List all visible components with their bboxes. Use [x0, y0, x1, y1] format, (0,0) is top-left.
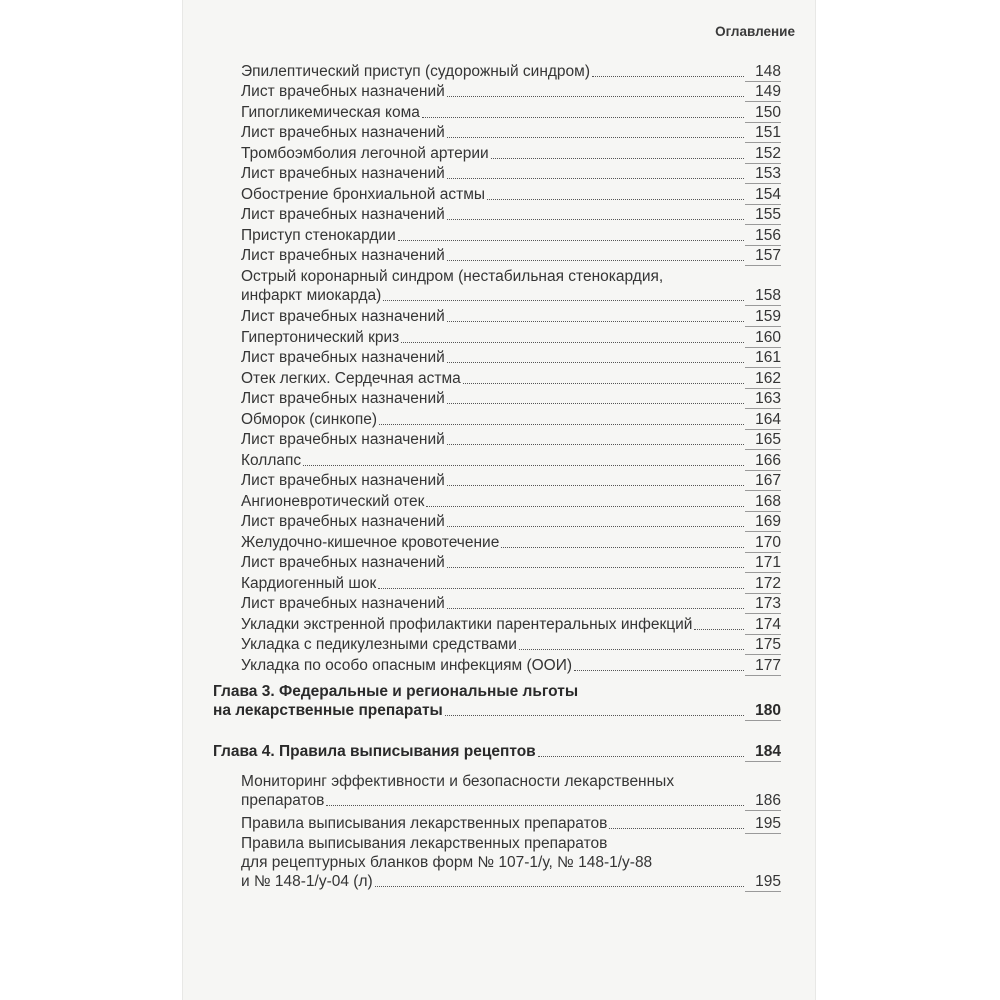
toc-page-number: 156: [755, 227, 781, 244]
dot-leader: [447, 567, 744, 568]
toc-page-number: 174: [755, 616, 781, 633]
toc-page-number: 169: [755, 513, 781, 530]
toc-chapter[interactable]: [213, 682, 781, 720]
toc-page-number: 150: [755, 104, 781, 121]
toc-entry-title-line: Правила выписывания лекарственных препаратов: [241, 815, 608, 832]
toc-page-number: 165: [755, 431, 781, 448]
toc-entry-title-line: Мониторинг эффективности и безопасности лекарственных: [241, 773, 675, 790]
dot-leader: [447, 137, 744, 138]
toc-entry[interactable]: [241, 369, 781, 388]
toc-entry-title-line: Лист врачебных назначений: [241, 513, 445, 530]
toc-entry[interactable]: [241, 348, 781, 367]
page-number-rule: [745, 761, 781, 762]
page-number-rule: [745, 224, 781, 225]
toc-entry[interactable]: [241, 615, 781, 634]
toc-entry-title-line: Лист врачебных назначений: [241, 554, 445, 571]
toc-page-number: 186: [755, 792, 781, 809]
toc-entry-title-line: Отек легких. Сердечная астма: [241, 370, 461, 387]
toc-entry-title-line: Лист врачебных назначений: [241, 390, 445, 407]
toc-entry-title-line: Гипертонический криз: [241, 329, 400, 346]
toc-entry-title-line: Лист врачебных назначений: [241, 124, 445, 141]
toc-entry-title-line: Лист врачебных назначений: [241, 247, 445, 264]
page-number-rule: [745, 305, 781, 306]
page-number-rule: [745, 490, 781, 491]
toc-entry-title-line: инфаркт миокарда): [241, 287, 382, 304]
toc-entry[interactable]: [241, 834, 781, 891]
toc-page-number: 152: [755, 145, 781, 162]
toc-entry[interactable]: [241, 772, 781, 810]
toc-entry[interactable]: [241, 267, 781, 305]
dot-leader: [426, 506, 744, 507]
dot-leader: [378, 588, 744, 589]
toc-page-number: 154: [755, 186, 781, 203]
dot-leader: [383, 300, 744, 301]
toc-entry[interactable]: [241, 656, 781, 675]
page-number-rule: [745, 101, 781, 102]
toc-entry-title-line: Гипогликемическая кома: [241, 104, 420, 121]
toc-entry-title-line: Эпилептический приступ (судорожный синдром): [241, 63, 590, 80]
toc-entry-title-line: Укладка по особо опасным инфекциям (ООИ): [241, 657, 573, 674]
toc-entry[interactable]: [241, 533, 781, 552]
toc-page-number: 173: [755, 595, 781, 612]
toc-entry[interactable]: [241, 410, 781, 429]
page-number-rule: [745, 531, 781, 532]
toc-entry-title-line: Желудочно-кишечное кровотечение: [241, 534, 500, 551]
toc-page-number: 164: [755, 411, 781, 428]
toc-entry-title-line: Глава 3. Федеральные и региональные льготы: [213, 683, 579, 700]
dot-leader: [447, 444, 744, 445]
toc-entry[interactable]: [241, 246, 781, 265]
toc-entry[interactable]: [241, 123, 781, 142]
toc-entry-title-line: Лист врачебных назначений: [241, 349, 445, 366]
dot-leader: [447, 403, 744, 404]
dot-leader: [491, 158, 744, 159]
toc-entry[interactable]: [241, 389, 781, 408]
dot-leader: [538, 756, 744, 757]
toc-entry-title-line: Коллапс: [241, 452, 302, 469]
toc-entry[interactable]: [241, 164, 781, 183]
dot-leader: [447, 526, 744, 527]
toc-page-number: 160: [755, 329, 781, 346]
dot-leader: [447, 260, 744, 261]
toc-entry-title-line: Лист врачебных назначений: [241, 472, 445, 489]
dot-leader: [447, 485, 744, 486]
dot-leader: [422, 117, 744, 118]
toc-entry-title-line: Укладки экстренной профилактики парентеральных инфекций: [241, 616, 693, 633]
page-number-rule: [745, 142, 781, 143]
dot-leader: [401, 342, 744, 343]
toc-entry[interactable]: [241, 82, 781, 101]
toc-page-number: 153: [755, 165, 781, 182]
toc-page-number: 158: [755, 287, 781, 304]
toc-entry-title-line: Обострение бронхиальной астмы: [241, 186, 486, 203]
toc-entry[interactable]: [241, 205, 781, 224]
dot-leader: [447, 178, 744, 179]
toc-page-number: 167: [755, 472, 781, 489]
toc-entry-title-line: Правила выписывания лекарственных препаратов: [241, 835, 608, 852]
toc-entry[interactable]: [241, 103, 781, 122]
toc-entry[interactable]: [241, 492, 781, 511]
page-number-rule: [745, 675, 781, 676]
toc-entry-title-line: Укладка с педикулезными средствами: [241, 636, 517, 653]
toc-page-number: 184: [755, 743, 781, 760]
dot-leader: [445, 715, 744, 716]
page-number-rule: [745, 654, 781, 655]
page-number-rule: [745, 891, 781, 892]
page-number-rule: [745, 326, 781, 327]
dot-leader: [447, 219, 744, 220]
page-number-rule: [745, 367, 781, 368]
toc-entry-title-line: Ангионевротический отек: [241, 493, 425, 510]
toc-entry-title-line: Глава 4. Правила выписывания рецептов: [213, 743, 536, 760]
dot-leader: [694, 629, 744, 630]
dot-leader: [303, 465, 744, 466]
toc-entry-title-line: на лекарственные препараты: [213, 702, 443, 719]
book-page: [183, 0, 815, 1000]
toc-page-number: 157: [755, 247, 781, 264]
page-number-rule: [745, 613, 781, 614]
toc-entry[interactable]: [241, 814, 781, 833]
toc-page-number: 170: [755, 534, 781, 551]
dot-leader: [463, 383, 744, 384]
toc-entry-title-line: Обморок (синкопе): [241, 411, 378, 428]
toc-entry-title-line: Приступ стенокардии: [241, 227, 396, 244]
toc-entry[interactable]: [241, 226, 781, 245]
toc-entry[interactable]: [241, 451, 781, 470]
toc-page-number: 171: [755, 554, 781, 571]
dot-leader: [375, 886, 744, 887]
page-number-rule: [745, 720, 781, 721]
dot-leader: [609, 828, 744, 829]
toc-entry[interactable]: [241, 594, 781, 613]
dot-leader: [592, 76, 744, 77]
toc-page-number: 168: [755, 493, 781, 510]
toc-entry-title-line: Лист врачебных назначений: [241, 308, 445, 325]
toc-entry-title-line: Лист врачебных назначений: [241, 431, 445, 448]
toc-entry[interactable]: [241, 635, 781, 654]
toc-entry[interactable]: [241, 471, 781, 490]
dot-leader: [447, 362, 744, 363]
toc-page-number: 180: [755, 702, 781, 719]
toc-entry[interactable]: [241, 307, 781, 326]
toc-entry-title-line: Лист врачебных назначений: [241, 165, 445, 182]
page-number-rule: [745, 408, 781, 409]
toc-entry[interactable]: [241, 185, 781, 204]
dot-leader: [379, 424, 744, 425]
dot-leader: [447, 321, 744, 322]
toc-page-number: 148: [755, 63, 781, 80]
dot-leader: [501, 547, 744, 548]
toc-entry-title-line: Тромбоэмболия легочной артерии: [241, 145, 489, 162]
toc-page-number: 163: [755, 390, 781, 407]
dot-leader: [398, 240, 744, 241]
toc-page-number: 161: [755, 349, 781, 366]
toc-page-number: 166: [755, 452, 781, 469]
page-number-rule: [745, 449, 781, 450]
toc-page-number: 175: [755, 636, 781, 653]
dot-leader: [519, 649, 744, 650]
dot-leader: [326, 805, 744, 806]
toc-entry[interactable]: [241, 553, 781, 572]
running-header: Оглавление: [715, 24, 795, 39]
toc-page-number: 155: [755, 206, 781, 223]
toc-entry[interactable]: [241, 574, 781, 593]
page-number-rule: [745, 810, 781, 811]
dot-leader: [487, 199, 744, 200]
toc-entry-title-line: Лист врачебных назначений: [241, 206, 445, 223]
toc-entry[interactable]: [241, 144, 781, 163]
dot-leader: [447, 608, 744, 609]
toc-entry-title-line: для рецептурных бланков форм № 107-1/у, № 148-1/у-88: [241, 854, 653, 871]
toc-entry-title-line: и № 148-1/у-04 (л): [241, 873, 373, 890]
toc-chapter[interactable]: [213, 742, 781, 761]
toc-entry[interactable]: [241, 62, 781, 81]
toc-entry[interactable]: [241, 512, 781, 531]
toc-page-number: 172: [755, 575, 781, 592]
toc-entry-title-line: Лист врачебных назначений: [241, 83, 445, 100]
toc-entry-title-line: Кардиогенный шок: [241, 575, 377, 592]
toc-page-number: 159: [755, 308, 781, 325]
toc-page-number: 151: [755, 124, 781, 141]
toc-page-number: 149: [755, 83, 781, 100]
toc-entry[interactable]: [241, 328, 781, 347]
toc-page-number: 162: [755, 370, 781, 387]
page-number-rule: [745, 265, 781, 266]
toc-page-number: 195: [755, 815, 781, 832]
page-number-rule: [745, 572, 781, 573]
page-number-rule: [745, 183, 781, 184]
toc-entry[interactable]: [241, 430, 781, 449]
toc-entry-title-line: препаратов: [241, 792, 325, 809]
toc-page-number: 195: [755, 873, 781, 890]
dot-leader: [447, 96, 744, 97]
toc-entry-title-line: Острый коронарный синдром (нестабильная стенокардия,: [241, 268, 664, 285]
toc-entry-title-line: Лист врачебных назначений: [241, 595, 445, 612]
toc-page-number: 177: [755, 657, 781, 674]
dot-leader: [574, 670, 744, 671]
